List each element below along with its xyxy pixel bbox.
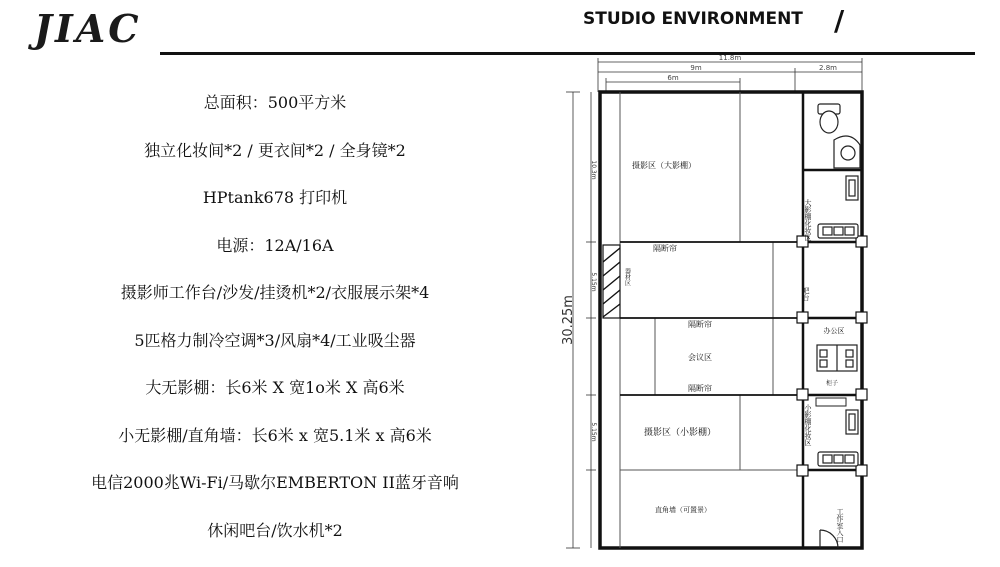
dim-seg-mid: 5.15m	[590, 272, 597, 291]
room-entrance: 工作室入口	[836, 508, 844, 544]
dim-width-inner: 6m	[667, 74, 678, 82]
mirror-icon	[846, 176, 858, 200]
sofa-icon	[818, 224, 858, 238]
sink-icon	[834, 136, 860, 168]
spec-large-studio: 大无影棚：长6米 X 宽1o米 X 高6米	[40, 377, 510, 425]
room-cabinet: 柜子	[826, 379, 838, 387]
dim-total-width: 11.8m	[719, 54, 742, 62]
spec-power: 电源：12A/16A	[40, 235, 510, 283]
spec-small-studio: 小无影棚/直角墙：长6米 x 宽5.1米 x 高6米	[40, 425, 510, 473]
room-large-makeup: 大影棚化妆区	[804, 198, 812, 242]
room-curtain-1: 隔断帘	[653, 243, 677, 253]
dim-width-right: 2.8m	[819, 64, 837, 72]
dim-width-left: 9m	[690, 64, 701, 72]
cabinet-icon	[816, 398, 846, 406]
room-large-studio: 摄影区（大影棚）	[632, 160, 696, 170]
spec-printer: HPtank678 打印机	[40, 187, 510, 235]
room-small-studio: 摄影区（小影棚）	[644, 426, 716, 438]
dim-total-length: 30.25m	[561, 295, 576, 345]
spec-aircon: 5匹格力制冷空调*3/风扇*4/工业吸尘器	[40, 330, 510, 378]
page-title: STUDIO ENVIRONMENT	[583, 9, 803, 29]
room-small-makeup: 小影棚化妆区	[804, 403, 813, 447]
brand-logo: JIAC	[34, 6, 141, 51]
equipment-hatch	[603, 245, 620, 318]
spec-furniture: 摄影师工作台/沙发/挂烫机*2/衣服展示架*4	[40, 282, 510, 330]
spec-network-audio: 电信2000兆Wi-Fi/马歇尔EMBERTON II蓝牙音响	[40, 472, 510, 520]
spec-bar: 休闲吧台/饮水机*2	[40, 520, 510, 567]
room-corner-wall: 直角墙（可置景）	[655, 505, 711, 514]
title-slash: /	[834, 4, 844, 37]
toilet-icon	[818, 104, 840, 133]
room-curtain-2: 隔断帘	[688, 319, 712, 329]
room-office: 办公区	[824, 326, 845, 335]
spec-dressing-rooms: 独立化妆间*2 / 更衣间*2 / 全身镜*2	[40, 140, 510, 188]
room-meeting: 会议区	[688, 352, 712, 362]
spec-total-area: 总面积：500平方米	[40, 92, 510, 140]
sofa-icon	[818, 452, 858, 466]
mirror-icon	[846, 410, 858, 434]
dim-seg-top: 10.3m	[590, 160, 597, 179]
room-equipment: 器材区	[624, 267, 631, 287]
room-curtain-3: 隔断帘	[688, 383, 712, 393]
dim-seg-lower: 5.15m	[590, 422, 597, 441]
room-bar: 吧台	[802, 287, 810, 302]
office-desk-icon	[817, 345, 857, 371]
